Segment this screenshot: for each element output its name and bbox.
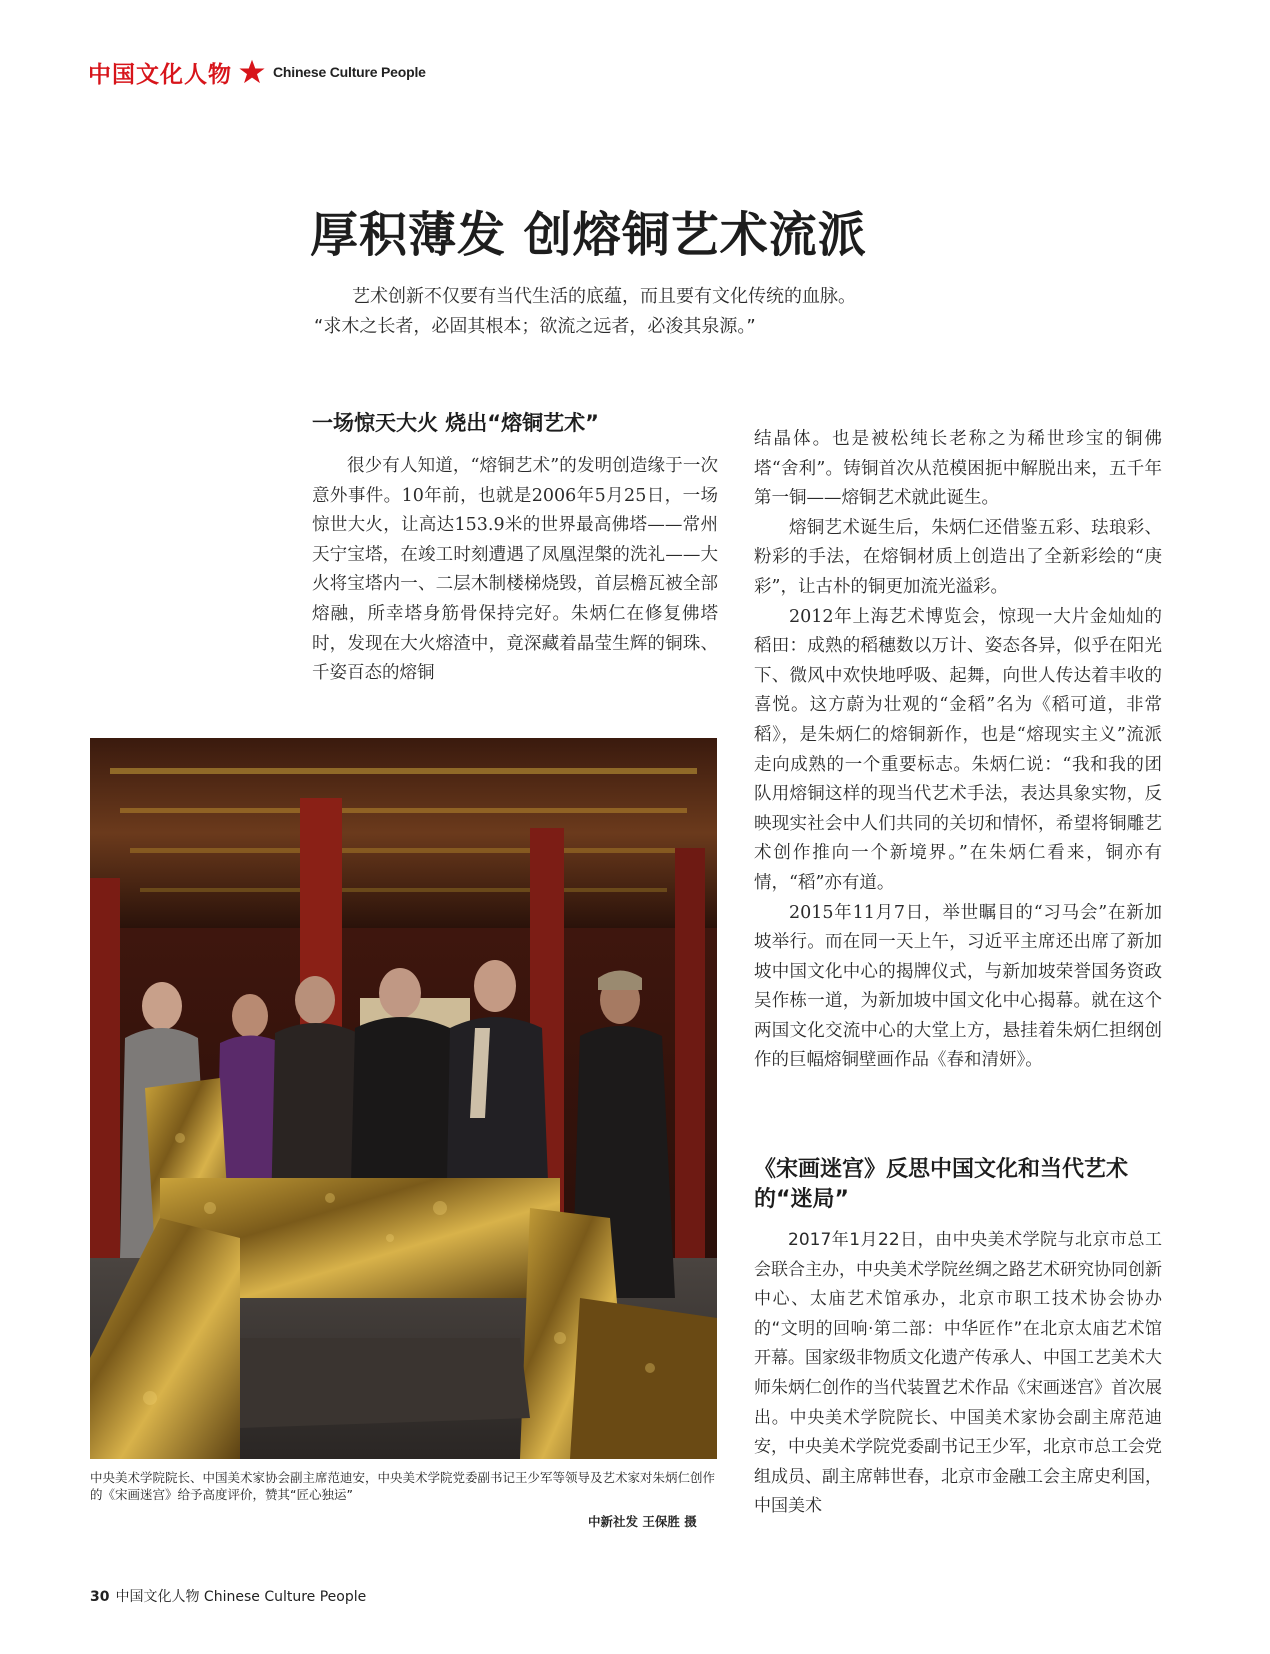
section1-paragraph-1: 很少有人知道，“熔铜艺术”的发明创造缘于一次意外事件。10年前，也就是2006年5月25日，一场惊世大火，让高达153.9米的世界最高佛塔——常州天宁宝塔，在竣工时刻遭遇了凤凰涅槃的洗礼——大火将宝塔内一、二层木制楼梯烧毁，首层檐瓦被全部熔融，所幸塔身筋骨保持完好。朱炳仁在修复佛塔时，发现在大火熔渣中，竟深藏着晶莹生辉的铜珠、千姿百态的熔铜 [312,456,718,684]
red-star-icon [238,58,266,86]
article-lead [314,282,954,342]
exhibition-photo [90,738,717,1459]
lead-line-1: 艺术创新不仅要有当代生活的底蕴，而且要有文化传统的血脉。 [352,286,856,307]
photo-caption: 中央美术学院院长、中国美术家协会副主席范迪安，中央美术学院党委副书记王少军等领导及艺术家对朱炳仁创作的《宋画迷宫》给予高度评价，赞其“匠心独运” [90,1470,716,1502]
page-footer [90,1586,366,1606]
page-number: 30 [90,1589,110,1605]
right-column-section2 [754,1226,1162,1522]
section2-heading: 《宋画迷宫》反思中国文化和当代艺术的“迷局” [754,1157,1129,1212]
section1-heading: 一场惊天大火 烧出“熔铜艺术” [312,411,599,435]
section1-paragraph-2: 熔铜艺术诞生后，朱炳仁还借鉴五彩、珐琅彩、粉彩的手法，在熔铜材质上创造出了全新彩绘的“庚彩”，让古朴的铜更加流光溢彩。 [754,517,1162,597]
section2-paragraph-1: 2017年1月22日，由中央美术学院与北京市总工会联合主办，中央美术学院丝绸之路艺术研究协同创新中心、太庙艺术馆承办，北京市职工技术协会协办的“文明的回响·第二部：中华匠作”在北京太庙艺术馆开幕。国家级非物质文化遗产传承人、中国工艺美术大师朱炳仁创作的当代装置艺术作品《宋画迷宫》首次展出。中央美术学院院长、中国美术家协会副主席范迪安，中央美术学院党委副书记王少军，北京市总工会党组成员、副主席韩世春，北京市金融工会主席史利国，中国美术 [754,1230,1162,1517]
photo-credit: 中新社发 王保胜 摄 [588,1514,697,1529]
section1-paragraph-1-continued: 结晶体。也是被松纯长老称之为稀世珍宝的铜佛塔“舍利”。铸铜首次从范模困扼中解脱出来，五千年第一铜——熔铜艺术就此诞生。 [754,429,1162,509]
masthead-title-en: Chinese Culture People [273,64,426,80]
lead-line-2: “求木之长者，必固其根本；欲流之远者，必浚其泉源。” [314,316,756,337]
right-column [754,425,1162,1076]
left-column [312,452,718,689]
footer-text: 中国文化人物 Chinese Culture People [115,1589,367,1605]
masthead [88,54,426,90]
section1-paragraph-3: 2012年上海艺术博览会，惊现一大片金灿灿的稻田：成熟的稻穗数以万计、姿态各异，似乎在阳光下、微风中欢快地呼吸、起舞，向世人传达着丰收的喜悦。这方蔚为壮观的“金稻”名为《稻可道，非常稻》，是朱炳仁的熔铜新作，也是“熔现实主义”流派走向成熟的一个重要标志。朱炳仁说：“我和我的团队用熔铜这样的现当代艺术手法，表达具象实物，反映现实社会中人们共同的关切和情怀，希望将铜雕艺术创作推向一个新境界。”在朱炳仁看来，铜亦有情，“稻”亦有道。 [754,606,1162,893]
article-title: 厚积薄发 创熔铜艺术流派 [310,207,867,263]
masthead-title-cn: 中国文化人物 [88,60,232,88]
section1-paragraph-4: 2015年11月7日，举世瞩目的“习马会”在新加坡举行。而在同一天上午，习近平主席还出席了新加坡中国文化中心的揭牌仪式，与新加坡荣誉国务资政吴作栋一道，为新加坡中国文化中心揭幕。就在这个两国文化交流中心的大堂上方，悬挂着朱炳仁担纲创作的巨幅熔铜壁画作品《春和清妍》。 [754,902,1162,1071]
